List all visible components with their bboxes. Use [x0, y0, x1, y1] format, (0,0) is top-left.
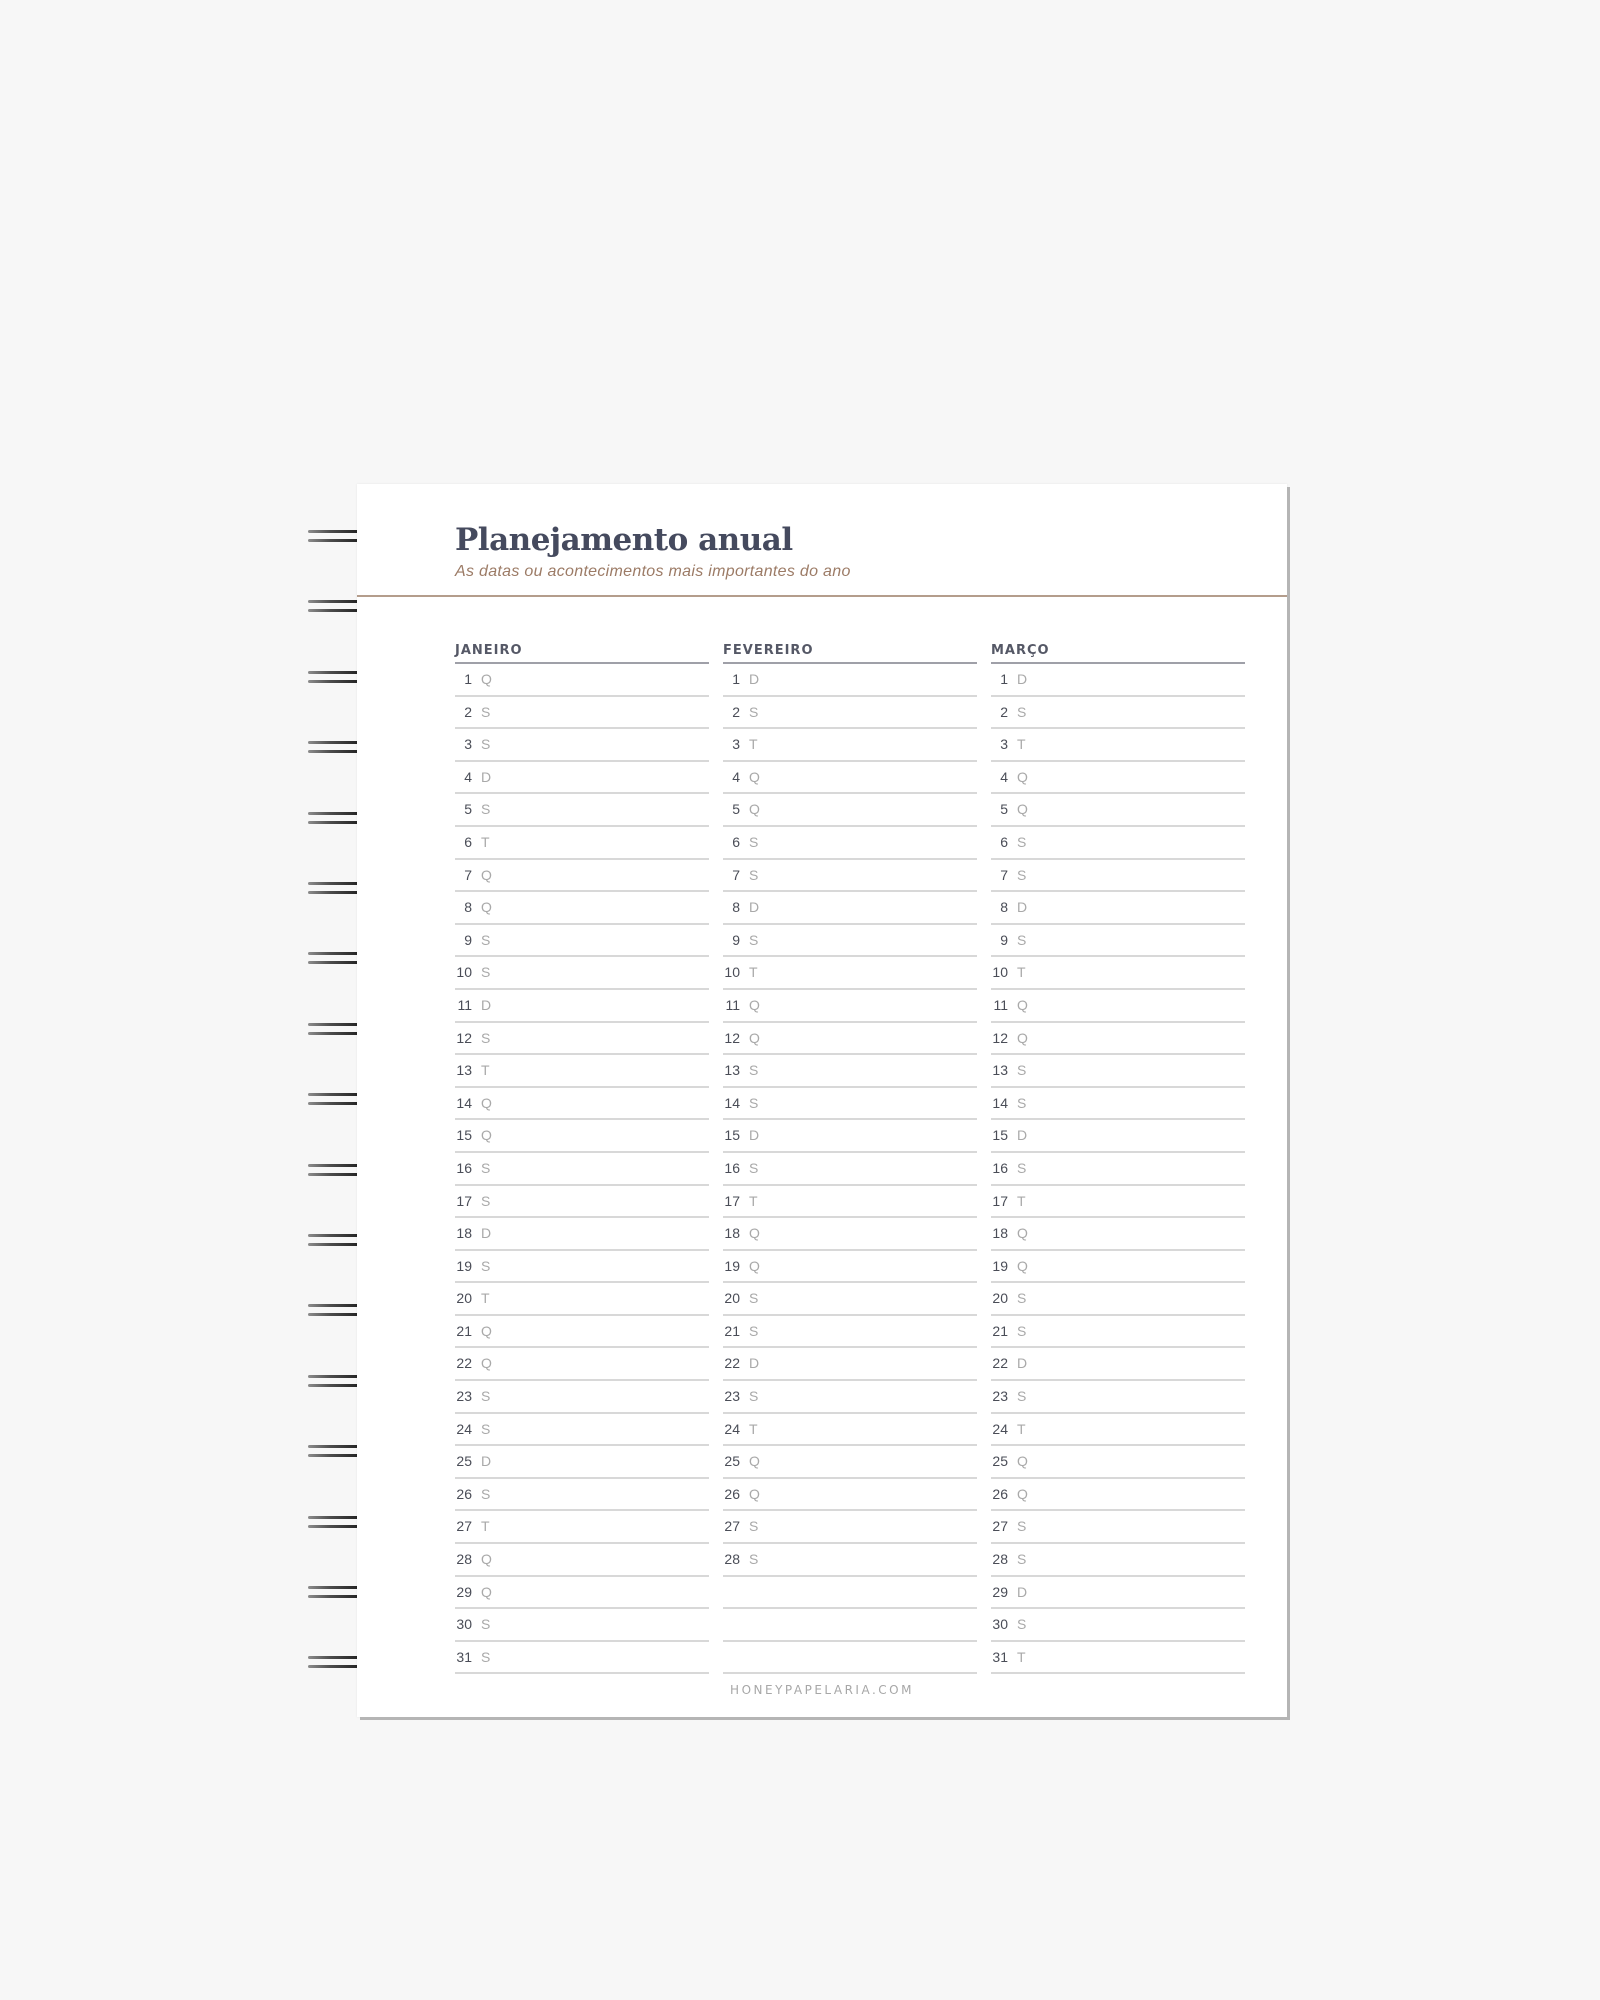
day-number: 23 — [456, 1388, 472, 1405]
day-number: 23 — [724, 1388, 740, 1405]
day-row[interactable] — [455, 1609, 709, 1642]
weekday-letter: D — [749, 671, 760, 687]
weekday-letter: S — [1017, 703, 1027, 720]
weekday-letter: S — [749, 866, 759, 883]
day-row[interactable] — [723, 1577, 977, 1610]
weekday-letter: Q — [481, 1127, 493, 1144]
day-number: 29 — [456, 1583, 472, 1600]
weekday-letter: S — [749, 1388, 759, 1405]
day-row[interactable] — [991, 1218, 1245, 1251]
day-number: 9 — [1000, 931, 1008, 948]
day-number: 15 — [456, 1127, 472, 1144]
weekday-letter: T — [749, 964, 759, 981]
day-row[interactable] — [723, 860, 977, 893]
day-number: 16 — [456, 1159, 472, 1176]
day-number: 12 — [456, 1029, 472, 1046]
day-row[interactable] — [455, 827, 709, 860]
day-number: 1 — [464, 671, 472, 687]
day-row[interactable] — [723, 1218, 977, 1251]
day-number: 29 — [992, 1583, 1008, 1600]
day-row[interactable] — [723, 957, 977, 990]
day-number: 1 — [1000, 671, 1008, 687]
day-number: 24 — [456, 1420, 472, 1437]
day-row[interactable] — [991, 1642, 1245, 1675]
day-number: 18 — [456, 1225, 472, 1242]
day-row[interactable] — [991, 1544, 1245, 1577]
weekday-letter: S — [749, 1551, 759, 1568]
day-row[interactable] — [455, 1218, 709, 1251]
weekday-letter: T — [481, 833, 491, 850]
day-row[interactable] — [991, 1511, 1245, 1544]
day-number: 5 — [1000, 801, 1008, 818]
day-row[interactable] — [991, 762, 1245, 795]
day-number: 11 — [993, 996, 1008, 1013]
day-row[interactable] — [991, 990, 1245, 1023]
day-row[interactable] — [991, 925, 1245, 958]
day-row[interactable] — [455, 1055, 709, 1088]
weekday-letter: D — [1017, 1127, 1028, 1144]
weekday-letter: S — [481, 1257, 491, 1274]
day-number: 22 — [724, 1355, 740, 1372]
day-row[interactable] — [991, 892, 1245, 925]
weekday-letter: S — [481, 1029, 491, 1046]
weekday-letter: Q — [749, 1257, 761, 1274]
day-list — [455, 664, 709, 1674]
day-number: 21 — [992, 1322, 1008, 1339]
weekday-letter: D — [481, 996, 492, 1013]
day-number: 20 — [456, 1290, 472, 1307]
day-number: 28 — [992, 1551, 1008, 1568]
day-number: 2 — [464, 703, 472, 720]
weekday-letter: Q — [1017, 801, 1029, 818]
day-number: 31 — [992, 1648, 1008, 1665]
day-number: 19 — [724, 1257, 740, 1274]
weekday-letter: D — [481, 768, 492, 785]
day-number: 9 — [464, 931, 472, 948]
weekday-letter: D — [481, 1225, 492, 1242]
day-number: 26 — [992, 1485, 1008, 1502]
day-row[interactable] — [455, 1120, 709, 1153]
weekday-letter: D — [749, 899, 760, 916]
weekday-letter: D — [1017, 1355, 1028, 1372]
day-number: 4 — [1000, 768, 1008, 785]
day-row[interactable] — [723, 1609, 977, 1642]
weekday-letter: S — [749, 1290, 759, 1307]
day-row[interactable] — [723, 1348, 977, 1381]
day-row[interactable] — [723, 697, 977, 730]
day-number: 24 — [992, 1420, 1008, 1437]
day-number: 19 — [992, 1257, 1008, 1274]
day-number: 25 — [992, 1453, 1008, 1470]
day-number: 21 — [724, 1322, 740, 1339]
day-row[interactable] — [455, 794, 709, 827]
day-number: 28 — [456, 1551, 472, 1568]
day-row[interactable] — [991, 1609, 1245, 1642]
weekday-letter: Q — [1017, 1225, 1029, 1242]
day-row[interactable] — [455, 762, 709, 795]
weekday-letter: S — [749, 1159, 759, 1176]
weekday-letter: Q — [481, 866, 493, 883]
day-row[interactable] — [991, 957, 1245, 990]
weekday-letter: S — [481, 1420, 491, 1437]
day-row[interactable] — [723, 1283, 977, 1316]
weekday-letter: T — [1017, 1420, 1027, 1437]
day-row[interactable] — [455, 1153, 709, 1186]
day-number: 20 — [992, 1290, 1008, 1307]
day-number: 18 — [724, 1225, 740, 1242]
day-number: 7 — [1000, 866, 1008, 883]
day-row[interactable] — [991, 827, 1245, 860]
day-number: 8 — [464, 899, 472, 916]
planner-sheet — [357, 484, 1287, 1717]
weekday-letter: S — [481, 801, 491, 818]
weekday-letter: D — [749, 1127, 760, 1144]
weekday-letter: S — [1017, 1518, 1027, 1535]
day-row[interactable] — [455, 1348, 709, 1381]
day-row[interactable] — [991, 1088, 1245, 1121]
weekday-letter: Q — [749, 1453, 761, 1470]
day-number: 5 — [732, 801, 740, 818]
day-row[interactable] — [991, 664, 1245, 697]
weekday-letter: S — [1017, 1159, 1027, 1176]
month-column-fevereiro — [723, 640, 977, 1674]
day-number: 25 — [456, 1453, 472, 1470]
day-row[interactable] — [991, 1251, 1245, 1284]
day-number: 22 — [992, 1355, 1008, 1372]
weekday-letter: Q — [749, 801, 761, 818]
day-row[interactable] — [991, 1577, 1245, 1610]
day-number: 17 — [992, 1192, 1008, 1209]
day-number: 8 — [1000, 899, 1008, 916]
month-column-janeiro — [455, 640, 709, 1674]
month-name: FEVEREIRO — [723, 640, 977, 664]
day-row[interactable] — [723, 1023, 977, 1056]
weekday-letter: S — [1017, 1062, 1027, 1079]
weekday-letter: T — [749, 1420, 759, 1437]
day-number: 7 — [464, 866, 472, 883]
weekday-letter: D — [481, 1453, 492, 1470]
day-row[interactable] — [455, 1544, 709, 1577]
weekday-letter: S — [481, 1192, 491, 1209]
day-row[interactable] — [723, 827, 977, 860]
weekday-letter: D — [1017, 1583, 1028, 1600]
weekday-letter: T — [1017, 1648, 1027, 1665]
weekday-letter: D — [1017, 671, 1028, 687]
day-row[interactable] — [991, 794, 1245, 827]
day-number: 24 — [724, 1420, 740, 1437]
weekday-letter: T — [481, 1062, 491, 1079]
day-row[interactable] — [723, 1544, 977, 1577]
day-number: 25 — [724, 1453, 740, 1470]
day-number: 23 — [992, 1388, 1008, 1405]
day-number: 11 — [725, 996, 740, 1013]
day-row[interactable] — [991, 697, 1245, 730]
day-row[interactable] — [723, 1186, 977, 1219]
weekday-letter: S — [749, 931, 759, 948]
weekday-letter: Q — [749, 768, 761, 785]
day-row[interactable] — [991, 1153, 1245, 1186]
day-row[interactable] — [455, 664, 709, 697]
weekday-letter: Q — [1017, 768, 1029, 785]
weekday-letter: S — [749, 1094, 759, 1111]
day-row[interactable] — [723, 1381, 977, 1414]
weekday-letter: S — [481, 1648, 491, 1665]
day-row[interactable] — [991, 1186, 1245, 1219]
day-row[interactable] — [455, 925, 709, 958]
day-number: 6 — [1000, 833, 1008, 850]
day-number: 14 — [724, 1094, 740, 1111]
day-row[interactable] — [455, 1381, 709, 1414]
day-number: 17 — [724, 1192, 740, 1209]
weekday-letter: S — [1017, 1290, 1027, 1307]
day-number: 15 — [724, 1127, 740, 1144]
weekday-letter: S — [481, 703, 491, 720]
weekday-letter: S — [1017, 866, 1027, 883]
weekday-letter: S — [1017, 1388, 1027, 1405]
day-row[interactable] — [455, 1283, 709, 1316]
weekday-letter: S — [749, 1518, 759, 1535]
day-row[interactable] — [455, 1511, 709, 1544]
day-row[interactable] — [991, 1283, 1245, 1316]
weekday-letter: Q — [749, 1029, 761, 1046]
day-row[interactable] — [723, 1414, 977, 1447]
day-number: 20 — [724, 1290, 740, 1307]
weekday-letter: Q — [481, 1355, 493, 1372]
day-row[interactable] — [723, 729, 977, 762]
weekday-letter: S — [1017, 1094, 1027, 1111]
day-number: 11 — [457, 996, 472, 1013]
day-number: 21 — [456, 1322, 472, 1339]
day-number: 8 — [732, 899, 740, 916]
day-number: 14 — [456, 1094, 472, 1111]
weekday-letter: S — [481, 1616, 491, 1633]
day-row[interactable] — [455, 1088, 709, 1121]
day-row[interactable] — [991, 1120, 1245, 1153]
weekday-letter: S — [481, 1388, 491, 1405]
day-number: 22 — [456, 1355, 472, 1372]
day-number: 26 — [724, 1485, 740, 1502]
day-row[interactable] — [991, 1316, 1245, 1349]
day-row[interactable] — [723, 990, 977, 1023]
weekday-letter: T — [1017, 1192, 1027, 1209]
weekday-letter: Q — [481, 671, 493, 687]
weekday-letter: Q — [1017, 1257, 1029, 1274]
day-row[interactable] — [991, 729, 1245, 762]
day-row[interactable] — [455, 1023, 709, 1056]
day-number: 13 — [992, 1062, 1008, 1079]
day-row[interactable] — [991, 1446, 1245, 1479]
weekday-letter: S — [1017, 1616, 1027, 1633]
day-number: 13 — [724, 1062, 740, 1079]
weekday-letter: S — [481, 931, 491, 948]
weekday-letter: S — [1017, 833, 1027, 850]
footer-website: HONEYPAPELARIA.COM — [730, 1683, 914, 1697]
day-number: 31 — [456, 1648, 472, 1665]
day-number: 7 — [732, 866, 740, 883]
day-number: 19 — [456, 1257, 472, 1274]
day-number: 27 — [456, 1518, 472, 1535]
day-row[interactable] — [455, 1642, 709, 1675]
day-row[interactable] — [455, 860, 709, 893]
weekday-letter: Q — [749, 1225, 761, 1242]
day-row[interactable] — [991, 1381, 1245, 1414]
day-row[interactable] — [723, 1055, 977, 1088]
weekday-letter: S — [749, 703, 759, 720]
day-number: 13 — [456, 1062, 472, 1079]
day-number: 12 — [992, 1029, 1008, 1046]
day-row[interactable] — [991, 1023, 1245, 1056]
weekday-letter: S — [481, 964, 491, 981]
day-row[interactable] — [723, 925, 977, 958]
day-number: 16 — [724, 1159, 740, 1176]
day-row[interactable] — [991, 1055, 1245, 1088]
day-row[interactable] — [723, 794, 977, 827]
day-number: 26 — [456, 1485, 472, 1502]
day-row[interactable] — [455, 1316, 709, 1349]
weekday-letter: Q — [481, 899, 493, 916]
weekday-letter: T — [749, 1192, 759, 1209]
day-row[interactable] — [723, 1479, 977, 1512]
day-number: 10 — [724, 964, 740, 981]
day-number: 4 — [732, 768, 740, 785]
weekday-letter: Q — [481, 1094, 493, 1111]
weekday-letter: S — [481, 736, 491, 753]
day-number: 3 — [732, 736, 740, 753]
weekday-letter: Q — [1017, 1029, 1029, 1046]
day-number: 2 — [732, 703, 740, 720]
day-row[interactable] — [455, 1414, 709, 1447]
day-row[interactable] — [991, 860, 1245, 893]
weekday-letter: Q — [1017, 996, 1029, 1013]
day-row[interactable] — [723, 1511, 977, 1544]
weekday-letter: D — [1017, 899, 1028, 916]
day-row[interactable] — [723, 1120, 977, 1153]
day-number: 16 — [992, 1159, 1008, 1176]
weekday-letter: Q — [481, 1583, 493, 1600]
day-number: 18 — [992, 1225, 1008, 1242]
header-divider — [357, 595, 1287, 597]
day-number: 28 — [724, 1551, 740, 1568]
page-subtitle: As datas ou acontecimentos mais importantes do ano — [455, 563, 851, 580]
day-number: 30 — [992, 1616, 1008, 1633]
weekday-letter: D — [749, 1355, 760, 1372]
day-number: 14 — [992, 1094, 1008, 1111]
weekday-letter: Q — [749, 996, 761, 1013]
day-number: 6 — [464, 833, 472, 850]
day-row[interactable] — [723, 664, 977, 697]
day-number: 3 — [1000, 736, 1008, 753]
weekday-letter: T — [481, 1518, 491, 1535]
weekday-letter: S — [481, 1485, 491, 1502]
weekday-letter: S — [481, 1159, 491, 1176]
weekday-letter: Q — [1017, 1485, 1029, 1502]
day-number: 17 — [456, 1192, 472, 1209]
day-row[interactable] — [455, 1251, 709, 1284]
day-row[interactable] — [455, 729, 709, 762]
day-number: 1 — [732, 671, 740, 687]
weekday-letter: S — [1017, 931, 1027, 948]
day-number: 2 — [1000, 703, 1008, 720]
day-number: 3 — [464, 736, 472, 753]
day-number: 27 — [724, 1518, 740, 1535]
weekday-letter: S — [749, 1322, 759, 1339]
page-title: Planejamento anual — [455, 522, 793, 558]
day-row[interactable] — [723, 1642, 977, 1675]
day-row[interactable] — [723, 1446, 977, 1479]
day-row[interactable] — [455, 892, 709, 925]
day-number: 15 — [992, 1127, 1008, 1144]
weekday-letter: T — [749, 736, 759, 753]
day-number: 9 — [732, 931, 740, 948]
month-name: MARÇO — [991, 640, 1245, 664]
weekday-letter: T — [1017, 964, 1027, 981]
day-number: 10 — [992, 964, 1008, 981]
day-row[interactable] — [723, 1088, 977, 1121]
day-row[interactable] — [723, 1153, 977, 1186]
day-row[interactable] — [455, 1479, 709, 1512]
day-row[interactable] — [455, 1446, 709, 1479]
weekday-letter: T — [1017, 736, 1027, 753]
weekday-letter: S — [749, 1062, 759, 1079]
day-list — [991, 664, 1245, 1674]
day-number: 27 — [992, 1518, 1008, 1535]
day-row[interactable] — [991, 1414, 1245, 1447]
day-number: 6 — [732, 833, 740, 850]
month-name: JANEIRO — [455, 640, 709, 664]
day-number: 12 — [724, 1029, 740, 1046]
day-row[interactable] — [455, 1186, 709, 1219]
weekday-letter: Q — [749, 1485, 761, 1502]
day-number: 5 — [464, 801, 472, 818]
weekday-letter: Q — [481, 1551, 493, 1568]
day-number: 4 — [464, 768, 472, 785]
weekday-letter: Q — [481, 1322, 493, 1339]
day-number: 10 — [456, 964, 472, 981]
weekday-letter: T — [481, 1290, 491, 1307]
day-row[interactable] — [455, 957, 709, 990]
day-row[interactable] — [991, 1479, 1245, 1512]
weekday-letter: Q — [1017, 1453, 1029, 1470]
day-row[interactable] — [455, 990, 709, 1023]
day-row[interactable] — [723, 892, 977, 925]
weekday-letter: S — [1017, 1322, 1027, 1339]
day-row[interactable] — [723, 1251, 977, 1284]
month-column-marco — [991, 640, 1245, 1674]
day-list — [723, 664, 977, 1674]
day-row[interactable] — [991, 1348, 1245, 1381]
day-row[interactable] — [455, 697, 709, 730]
day-row[interactable] — [455, 1577, 709, 1610]
day-row[interactable] — [723, 1316, 977, 1349]
day-number: 30 — [456, 1616, 472, 1633]
day-row[interactable] — [723, 762, 977, 795]
weekday-letter: S — [1017, 1551, 1027, 1568]
weekday-letter: S — [749, 833, 759, 850]
